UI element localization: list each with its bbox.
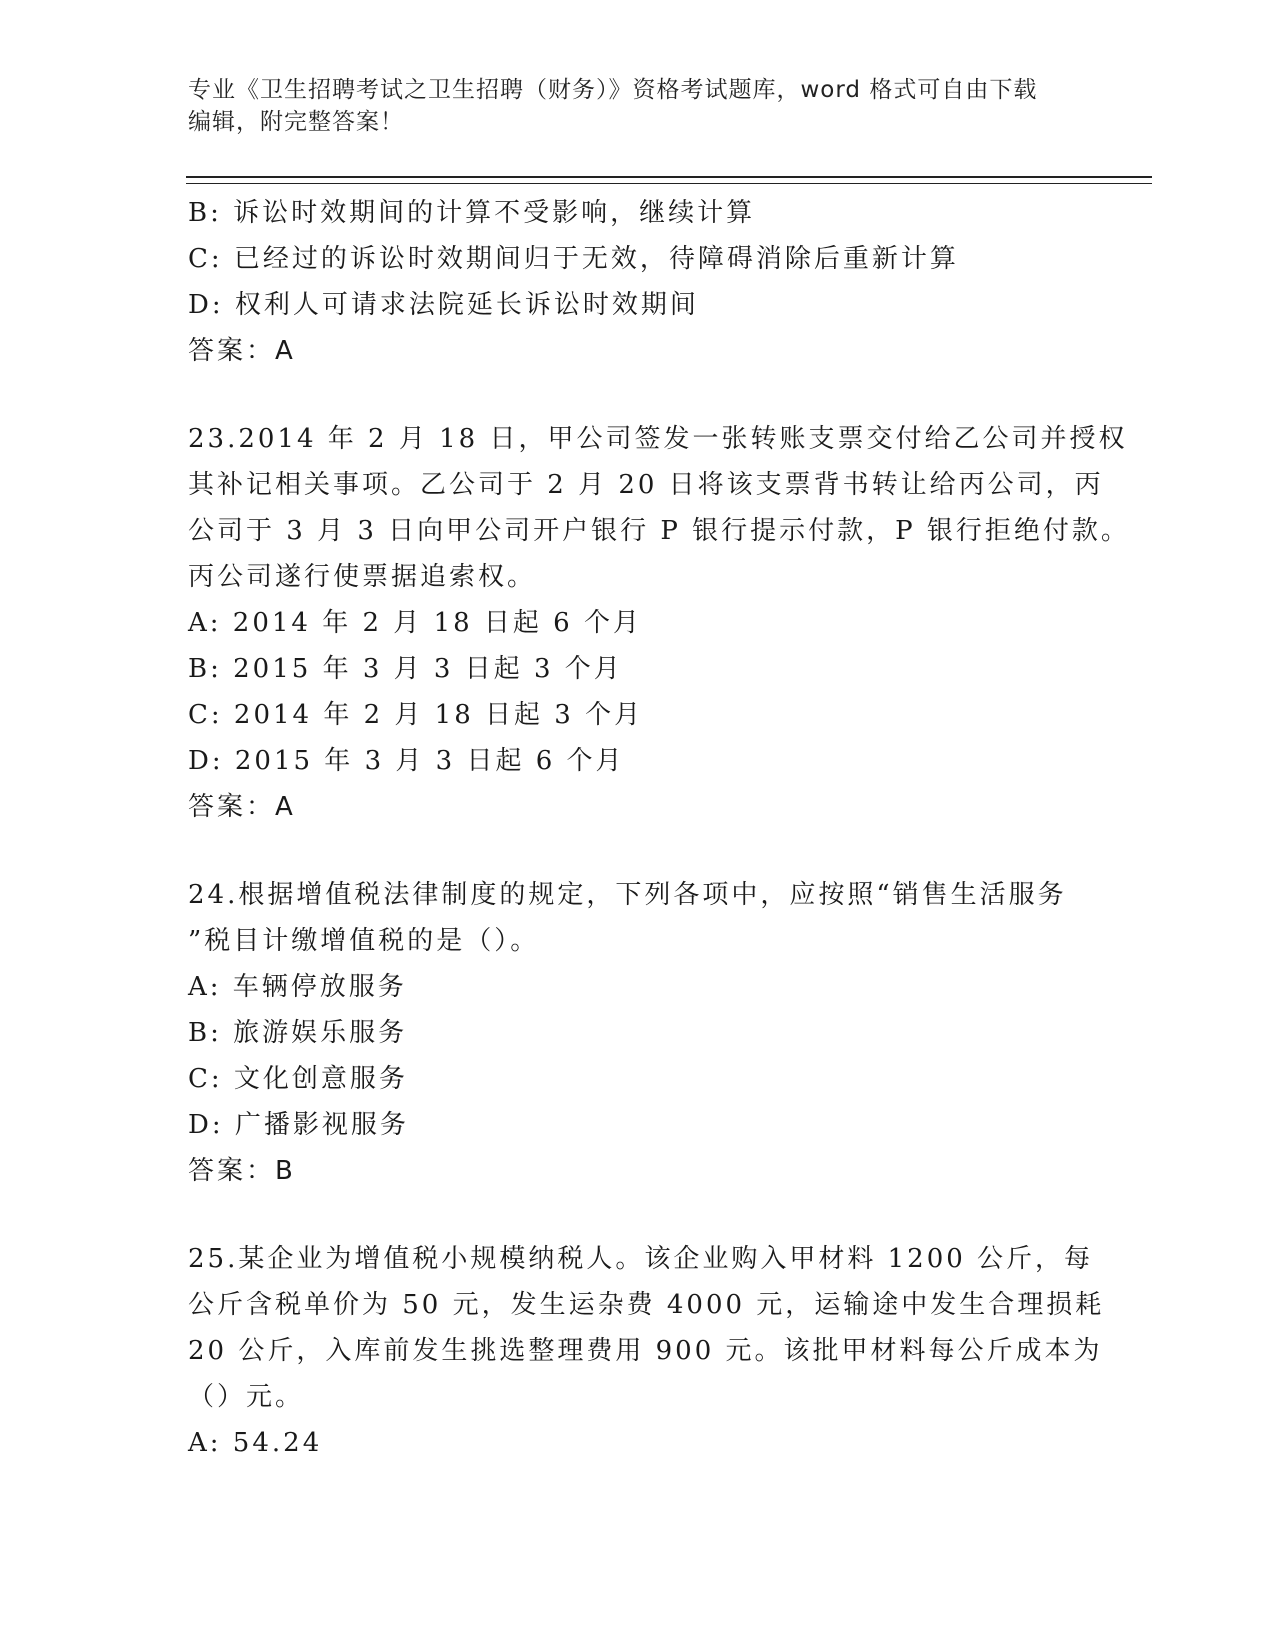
option-d: D: 广播影视服务 (188, 1110, 409, 1140)
question-text-line: 其补记相关事项。乙公司于 2 月 20 日将该支票背书转让给丙公司，丙 (188, 470, 1104, 500)
question-text-line: ”税目计缴增值税的是（）。 (188, 926, 540, 956)
option-a: A: 54.24 (188, 1428, 323, 1458)
header-rule-thick (186, 176, 1152, 178)
option-a: A: 2014 年 2 月 18 日起 6 个月 (188, 608, 642, 638)
option-c: C: 文化创意服务 (188, 1064, 408, 1094)
question-list (188, 190, 1130, 1466)
question-text-line: 公斤含税单价为 50 元，发生运杂费 4000 元，运输途中发生合理损耗 (188, 1290, 1105, 1320)
option-b: B: 旅游娱乐服务 (188, 1018, 408, 1048)
question-23 (188, 416, 1130, 830)
question-text-line: 20 公斤，入库前发生挑选整理费用 900 元。该批甲材料每公斤成本为 (188, 1336, 1103, 1366)
option-b: B: 诉讼时效期间的计算不受影响，继续计算 (188, 198, 756, 228)
option-a: A: 车辆停放服务 (188, 972, 407, 1002)
question-text-line: （）元。 (188, 1382, 305, 1412)
option-d: D: 权利人可请求法院延长诉讼时效期间 (188, 290, 699, 320)
option-c: C: 2014 年 2 月 18 日起 3 个月 (188, 700, 644, 730)
option-b: B: 2015 年 3 月 3 日起 3 个月 (188, 654, 623, 684)
question-text-line: 24.根据增值税法律制度的规定，下列各项中，应按照“销售生活服务 (188, 880, 1067, 910)
header-line-2: 编辑，附完整答案！ (188, 109, 404, 135)
question-text-line: 公司于 3 月 3 日向甲公司开户银行 P 银行提示付款，P 银行拒绝付款。 (188, 516, 1130, 546)
question-22 (188, 190, 1088, 374)
header-rule-thin (186, 183, 1152, 184)
answer: 答案：B (188, 1156, 296, 1186)
question-text-line: 丙公司遂行使票据追索权。 (188, 562, 537, 592)
answer: 答案：A (188, 792, 296, 822)
question-text-line: 23.2014 年 2 月 18 日，甲公司签发一张转账支票交付给乙公司并授权 (188, 424, 1128, 454)
header-line-1: 专业《卫生招聘考试之卫生招聘（财务）》资格考试题库，word 格式可自由下载 (188, 77, 1038, 103)
option-c: C: 已经过的诉讼时效期间归于无效，待障碍消除后重新计算 (188, 244, 959, 274)
question-24 (188, 872, 1088, 1194)
question-25 (188, 1236, 1105, 1466)
question-text-line: 25.某企业为增值税小规模纳税人。该企业购入甲材料 1200 公斤，每 (188, 1244, 1094, 1274)
option-d: D: 2015 年 3 月 3 日起 6 个月 (188, 746, 625, 776)
page-header (188, 74, 1088, 138)
answer: 答案：A (188, 336, 296, 366)
